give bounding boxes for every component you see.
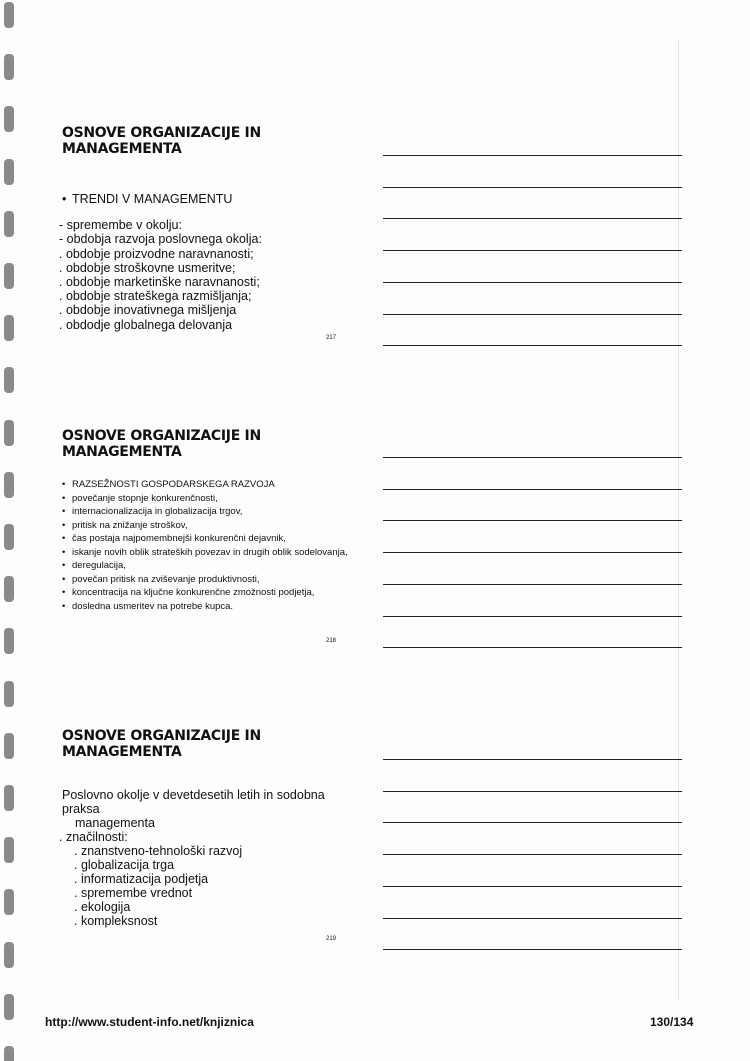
- note-line: [383, 218, 682, 219]
- binder-hole: [4, 524, 14, 550]
- note-line: [383, 187, 682, 188]
- binder-hole: [4, 681, 14, 707]
- bullet-text: internacionalizacija in globalizacija trgov,: [72, 506, 243, 517]
- slide-line: . obdobje marketinške naravnanosti;: [59, 275, 260, 290]
- slide-line: . kompleksnost: [74, 914, 158, 928]
- bullet-text: koncentracija na ključne konkurenčne zmožnosti podjetja,: [72, 587, 315, 598]
- bullet-icon: •: [62, 546, 66, 558]
- bullet-text: RAZSEŽNOSTI GOSPODARSKEGA RAZVOJA: [72, 479, 275, 490]
- slide-line: . obdobje stroškovne usmeritve;: [59, 260, 236, 275]
- footer-url[interactable]: http://www.student-info.net/knjiznica: [45, 1015, 254, 1029]
- binder-hole: [4, 159, 14, 185]
- slide-line: . obdobje strateškega razmišljanja;: [59, 289, 252, 304]
- binder-hole: [4, 2, 14, 28]
- bullet-text: pritisk na znižanje stroškov,: [72, 519, 188, 531]
- bullet-item: [62, 559, 352, 573]
- binder-hole: [4, 628, 14, 654]
- bullet-text: povečanje stopnje konkurenčnosti,: [72, 492, 218, 504]
- binder-hole: [4, 785, 14, 811]
- bullet-text: čas postaja najpomembnejši konkurenčni dejavnik,: [72, 533, 286, 544]
- title-line: MANAGEMENTA: [62, 444, 182, 460]
- footer-page-count: 130/134: [650, 1015, 694, 1029]
- binder-hole: [4, 733, 14, 759]
- slide-line: Poslovno okolje v devetdesetih letih in sodobna praksa: [62, 788, 325, 816]
- bullet-icon: •: [62, 587, 66, 598]
- note-line: [383, 918, 682, 919]
- slide-line: . ekologija: [74, 900, 131, 914]
- slide-line: . obdobje inovativnega mišljenja: [59, 303, 237, 318]
- bullet-icon: •: [62, 506, 66, 517]
- bullet-item: [62, 532, 352, 546]
- slide-line: . informatizacija podjetja: [74, 872, 209, 886]
- bullet-item: [62, 586, 352, 600]
- bullet-text: TRENDI V MANAGEMENTU: [72, 192, 233, 206]
- slide-number: 219: [326, 936, 337, 942]
- binder-hole: [4, 106, 14, 132]
- bullet-item: [62, 573, 352, 587]
- binder-hole: [4, 576, 14, 602]
- slide-219: [59, 728, 352, 928]
- slide-line: . obdobje proizvodne naravnanosti;: [59, 246, 254, 261]
- binder-hole: [4, 942, 14, 968]
- title-line: OSNOVE ORGANIZACIJE IN: [62, 125, 261, 141]
- bullet-item: [62, 546, 352, 560]
- slide-line: . globalizacija trga: [74, 858, 175, 872]
- binder-hole: [4, 263, 14, 289]
- bullet-icon: •: [62, 560, 66, 571]
- note-line: [383, 759, 682, 760]
- title-line: OSNOVE ORGANIZACIJE IN: [62, 728, 261, 744]
- binder-hole: [4, 54, 14, 80]
- title-line: MANAGEMENTA: [62, 744, 182, 760]
- note-line: [383, 647, 682, 648]
- bullet-item: • TRENDI V MANAGEMENTU: [62, 192, 233, 206]
- binder-hole: [4, 315, 14, 341]
- slide-title: [62, 125, 352, 157]
- bullet-item: [62, 519, 352, 533]
- note-line: [383, 282, 682, 283]
- bullet-item: [62, 478, 352, 492]
- slide-line: . znanstveno-tehnološki razvoj: [74, 844, 243, 858]
- binder-hole: [4, 472, 14, 498]
- note-line: [383, 345, 682, 346]
- bullet-icon: •: [62, 573, 66, 585]
- bullet-icon: •: [62, 519, 66, 531]
- slide-lines: [59, 218, 352, 332]
- slide-title: [62, 728, 352, 760]
- bullet-item: [62, 492, 352, 506]
- bullet-item: [62, 505, 352, 519]
- slide-line: . spremembe vrednot: [74, 886, 193, 900]
- slide-line: . obdodje globalnega delovanja: [59, 317, 233, 332]
- note-line: [383, 457, 682, 458]
- slide-title: [62, 428, 352, 460]
- note-line: [383, 949, 682, 950]
- note-line: [383, 791, 682, 792]
- slide-number: 218: [326, 638, 337, 644]
- note-line: [383, 314, 682, 315]
- binder-hole: [4, 837, 14, 863]
- title-line: OSNOVE ORGANIZACIJE IN: [62, 428, 261, 444]
- binder-hole: [4, 420, 14, 446]
- bullet-text: dosledna usmeritev na potrebe kupca.: [72, 600, 234, 612]
- title-line: MANAGEMENTA: [62, 141, 182, 157]
- bullet-icon: •: [62, 533, 66, 544]
- slide-217: [59, 125, 352, 332]
- binder-hole: [4, 1046, 14, 1061]
- note-line: [383, 616, 682, 617]
- slide-line: - obdobja razvoja poslovnega okolja:: [59, 232, 262, 247]
- slide-lines: [59, 788, 352, 928]
- note-line: [383, 155, 682, 156]
- binder-hole: [4, 367, 14, 393]
- bullet-list: [62, 478, 352, 613]
- binder-hole: [4, 889, 14, 915]
- note-line: [383, 886, 682, 887]
- bullet-icon: •: [62, 492, 66, 504]
- bullet-text: iskanje novih oblik strateških povezav in drugih oblik sodelovanja,: [72, 546, 348, 558]
- note-line: [383, 584, 682, 585]
- note-line: [383, 489, 682, 490]
- slide-line: . značilnosti:: [59, 830, 128, 844]
- slide-line: managementa: [75, 816, 155, 830]
- note-line: [383, 552, 682, 553]
- binder-hole: [4, 994, 14, 1020]
- note-line: [383, 822, 682, 823]
- bullet-item: [62, 600, 352, 614]
- binder-hole: [4, 211, 14, 237]
- bullet-text: povečan pritisk na zviševanje produktivnosti,: [72, 573, 260, 585]
- bullet-text: deregulacija,: [72, 560, 126, 571]
- slide-line: - spremembe v okolju:: [59, 218, 182, 233]
- note-line: [383, 520, 682, 521]
- note-line: [383, 854, 682, 855]
- slide-218: [62, 428, 352, 613]
- note-line: [383, 250, 682, 251]
- bullet-icon: •: [62, 600, 66, 612]
- bullet-icon: •: [62, 479, 66, 490]
- slide-number: 217: [326, 335, 337, 341]
